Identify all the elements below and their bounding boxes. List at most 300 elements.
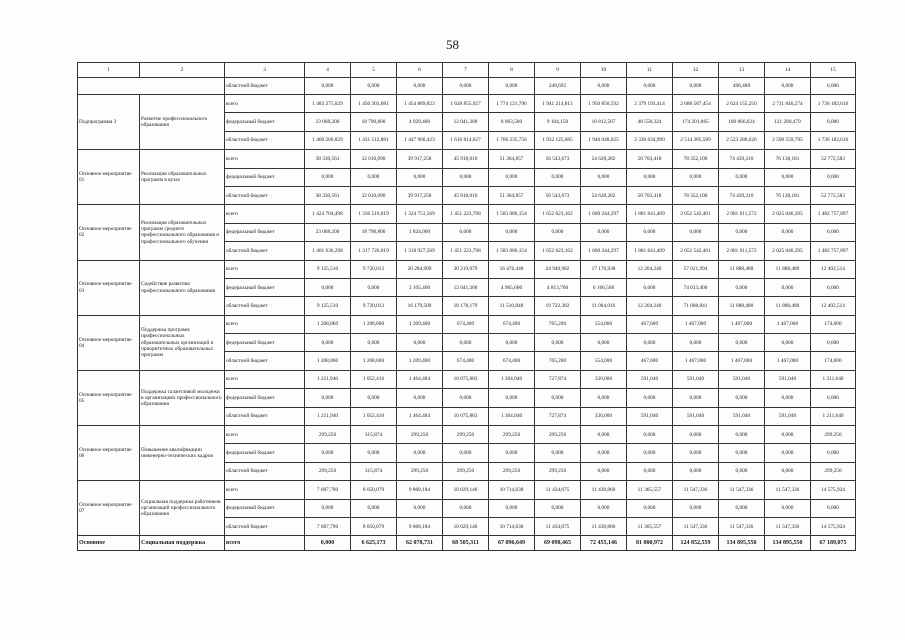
value-cell: 299,250 <box>489 426 535 444</box>
value-cell: 69 098,465 <box>535 536 581 551</box>
value-cell: 12 264,240 <box>627 297 673 315</box>
value-cell: 0,000 <box>811 168 856 186</box>
value-cell: 299,250 <box>305 426 351 444</box>
budget-source-cell: всего <box>225 205 305 223</box>
program-cell: Основное мероприятие 04 <box>78 315 140 370</box>
value-cell: 74 013,400 <box>673 278 719 296</box>
value-cell: 54 628,282 <box>581 186 627 204</box>
column-number-header: 4 <box>305 63 351 78</box>
value-cell: 81 000,972 <box>627 536 673 551</box>
value-cell: 14 575,924 <box>811 481 856 499</box>
value-cell: 2 514 385,589 <box>673 131 719 149</box>
value-cell: 12 041,300 <box>443 278 489 296</box>
value-cell: 9 104,150 <box>535 113 581 131</box>
budget-source-cell: федеральный бюджет <box>225 444 305 462</box>
value-cell: 299,250 <box>489 462 535 480</box>
value-cell: 1 652 623,162 <box>535 205 581 223</box>
value-cell: 1 454 889,823 <box>397 95 443 113</box>
column-number-header: 13 <box>719 63 765 78</box>
value-cell: 11 888,480 <box>719 260 765 278</box>
value-cell: 1 451 223,798 <box>443 205 489 223</box>
value-cell: 1 736 182,616 <box>811 95 856 113</box>
value-cell: 0,000 <box>397 334 443 352</box>
program-name-cell: Поддержка программ профессиональных образовательных организаций и приоритетных образовательных программ <box>140 315 225 370</box>
value-cell: 0,000 <box>627 462 673 480</box>
value-cell: 0,000 <box>489 334 535 352</box>
value-cell: 330,000 <box>581 407 627 425</box>
value-cell: 727,874 <box>535 407 581 425</box>
value-cell: 2 052 542,401 <box>673 205 719 223</box>
value-cell: 591,040 <box>765 370 811 388</box>
value-cell: 2 523 288,626 <box>719 131 765 149</box>
program-cell: Основное мероприятие 01 <box>78 150 140 205</box>
program-cell: Основное мероприятие 05 <box>78 370 140 425</box>
value-cell: 23 068,200 <box>305 223 351 241</box>
column-number-header: 1 <box>78 63 140 78</box>
value-cell: 0,000 <box>811 444 856 462</box>
value-cell: 1 583 086,154 <box>489 205 535 223</box>
value-cell: 0,000 <box>305 444 351 462</box>
column-number-header: 12 <box>673 63 719 78</box>
value-cell: 18 790,800 <box>351 113 397 131</box>
value-cell: 0,000 <box>397 168 443 186</box>
program-name-cell: Социальная поддержка работников организаций профессионального образования <box>140 481 225 536</box>
value-cell: 1 881 641,409 <box>627 205 673 223</box>
value-cell: 1 460 206,829 <box>305 131 351 149</box>
value-cell: 1 052,416 <box>351 370 397 388</box>
value-cell: 727,874 <box>535 370 581 388</box>
budget-source-cell: всего <box>225 370 305 388</box>
value-cell: 0,000 <box>627 444 673 462</box>
value-cell: 330,000 <box>581 370 627 388</box>
table-row <box>78 205 856 223</box>
value-cell: 0,000 <box>719 462 765 480</box>
value-cell: 1 464,484 <box>397 370 443 388</box>
value-cell: 1 209,400 <box>397 352 443 370</box>
value-cell: 11 365,557 <box>627 517 673 535</box>
value-cell: 0,000 <box>581 499 627 517</box>
value-cell: 0,000 <box>673 78 719 95</box>
table-row <box>78 536 856 551</box>
value-cell: 0,000 <box>673 426 719 444</box>
value-cell: 18 790,800 <box>351 223 397 241</box>
value-cell: 30 219,079 <box>443 260 489 278</box>
budget-source-cell: федеральный бюджет <box>225 113 305 131</box>
value-cell: 674,400 <box>489 352 535 370</box>
program-cell: Основное мероприятие 03 <box>78 260 140 315</box>
value-cell: 51 364,857 <box>489 150 535 168</box>
value-cell: 12 402,514 <box>811 260 856 278</box>
program-name-cell: Реализация образовательных программ среднего профессионального образования и профессионального обучения <box>140 205 225 260</box>
value-cell: 0,000 <box>351 444 397 462</box>
value-cell: 1 941 214,815 <box>535 95 581 113</box>
value-cell: 3 105,400 <box>397 278 443 296</box>
program-cell: Основное мероприятие 07 <box>78 481 140 536</box>
value-cell: 0,000 <box>443 444 489 462</box>
value-cell: 71 008,841 <box>673 297 719 315</box>
value-cell: 2 052 542,401 <box>673 242 719 260</box>
value-cell: 1 467,000 <box>673 352 719 370</box>
value-cell: 1 208,860 <box>305 315 351 333</box>
value-cell: 19 722,382 <box>535 297 581 315</box>
value-cell: 4 965,600 <box>489 278 535 296</box>
value-cell: 2 379 193,414 <box>627 95 673 113</box>
value-cell: 0,000 <box>627 278 673 296</box>
value-cell: 9 868,184 <box>397 481 443 499</box>
value-cell: 134 895,550 <box>765 536 811 551</box>
value-cell: 0,000 <box>765 223 811 241</box>
value-cell: 0,000 <box>305 389 351 407</box>
value-cell: 0,000 <box>811 113 856 131</box>
value-cell: 0,000 <box>397 499 443 517</box>
value-cell: 554,000 <box>581 315 627 333</box>
column-number-header: 2 <box>140 63 225 78</box>
value-cell: 591,040 <box>627 370 673 388</box>
value-cell: 8 063,500 <box>489 113 535 131</box>
value-cell: 2 081 011,572 <box>719 205 765 223</box>
value-cell: 23 068,200 <box>305 113 351 131</box>
value-cell: 299,250 <box>535 462 581 480</box>
value-cell: 8 050,079 <box>351 517 397 535</box>
value-cell: 0,000 <box>719 426 765 444</box>
value-cell: 0,000 <box>443 78 489 95</box>
value-cell: 9 125,510 <box>305 297 351 315</box>
value-cell: 0,000 <box>351 389 397 407</box>
value-cell: 0,000 <box>305 278 351 296</box>
value-cell: 0,000 <box>397 444 443 462</box>
value-cell: 1 317 726,019 <box>351 242 397 260</box>
value-cell: 467,600 <box>627 315 673 333</box>
value-cell: 1 324 751,569 <box>397 205 443 223</box>
value-cell: 6 625,173 <box>351 536 397 551</box>
value-cell: 0,000 <box>443 168 489 186</box>
value-cell: 765,200 <box>535 352 581 370</box>
value-cell: 0,000 <box>673 168 719 186</box>
value-cell: 0,000 <box>351 78 397 95</box>
budget-source-cell: федеральный бюджет <box>225 389 305 407</box>
column-number-header: 9 <box>535 63 581 78</box>
value-cell: 0,000 <box>811 389 856 407</box>
value-cell: 0,000 <box>489 223 535 241</box>
value-cell: 32 010,090 <box>351 186 397 204</box>
value-cell: 1 482 757,897 <box>811 205 856 223</box>
program-name-cell: Содействие развитию профессионального образования <box>140 260 225 315</box>
program-name-cell: Повышение квалификации инженерно-технических кадров <box>140 426 225 481</box>
value-cell: 0,000 <box>673 444 719 462</box>
value-cell: 4 929,400 <box>397 113 443 131</box>
value-cell: 0,000 <box>581 444 627 462</box>
value-cell: 7 687,790 <box>305 517 351 535</box>
value-cell: 0,000 <box>627 168 673 186</box>
value-cell: 1 424 704,498 <box>305 205 351 223</box>
value-cell: 1 304,040 <box>489 370 535 388</box>
value-cell: 0,000 <box>581 389 627 407</box>
value-cell: 1 628 855,927 <box>443 95 489 113</box>
value-cell: 56 543,673 <box>535 186 581 204</box>
value-cell: 0,000 <box>673 499 719 517</box>
value-cell: 2 081 011,572 <box>719 242 765 260</box>
value-cell: 48 558,324 <box>627 113 673 131</box>
value-cell: 9 720,013 <box>351 260 397 278</box>
value-cell: 1 318 927,569 <box>397 242 443 260</box>
program-name-cell: Социальная поддержка <box>140 536 225 551</box>
value-cell: 1 616 814,627 <box>443 131 489 149</box>
budget-source-cell: федеральный бюджет <box>225 499 305 517</box>
column-number-header: 11 <box>627 63 673 78</box>
value-cell: 0,000 <box>719 223 765 241</box>
value-cell: 10 812,567 <box>581 113 627 131</box>
value-cell: 2 711 840,274 <box>765 95 811 113</box>
value-cell: 11 547,336 <box>765 517 811 535</box>
value-cell: 50 703,418 <box>627 150 673 168</box>
value-cell: 11 888,480 <box>765 260 811 278</box>
column-number-header: 8 <box>489 63 535 78</box>
value-cell: 299,250 <box>443 462 489 480</box>
value-cell: 299,250 <box>305 462 351 480</box>
value-cell: 0,000 <box>627 78 673 95</box>
value-cell: 11 438,860 <box>581 481 627 499</box>
value-cell: 1 431 512,881 <box>351 131 397 149</box>
value-cell: 248,692 <box>535 78 581 95</box>
value-cell: 18 178,179 <box>443 297 489 315</box>
budget-source-cell: областной бюджет <box>225 186 305 204</box>
value-cell: 62 078,731 <box>397 536 443 551</box>
value-cell: 0,000 <box>305 536 351 551</box>
value-cell: 0,000 <box>489 78 535 95</box>
value-cell: 12 402,514 <box>811 297 856 315</box>
value-cell: 11 547,336 <box>719 517 765 535</box>
budget-source-cell: федеральный бюджет <box>225 334 305 352</box>
value-cell: 0,000 <box>535 334 581 352</box>
value-cell: 174 201,865 <box>673 113 719 131</box>
value-cell: 100 866,624 <box>719 113 765 131</box>
value-cell: 0,000 <box>351 499 397 517</box>
value-cell: 765,200 <box>535 315 581 333</box>
value-cell: 45 918,010 <box>443 150 489 168</box>
column-number-header: 10 <box>581 63 627 78</box>
value-cell: 1 450 303,681 <box>351 95 397 113</box>
budget-source-cell: областной бюджет <box>225 407 305 425</box>
value-cell: 0,000 <box>765 389 811 407</box>
value-cell: 74 439,310 <box>719 150 765 168</box>
value-cell: 1 447 960,423 <box>397 131 443 149</box>
table-row <box>78 370 856 388</box>
value-cell: 17 170,938 <box>581 260 627 278</box>
value-cell: 16 179,509 <box>397 297 443 315</box>
value-cell: 0,000 <box>443 389 489 407</box>
value-cell: 1 766 235,756 <box>489 131 535 149</box>
column-number-header: 14 <box>765 63 811 78</box>
value-cell: 0,000 <box>765 334 811 352</box>
value-cell: 2 025 046,395 <box>765 242 811 260</box>
value-cell: 299,250 <box>535 426 581 444</box>
value-cell: 38 330,561 <box>305 150 351 168</box>
value-cell: 1 467,000 <box>765 315 811 333</box>
value-cell: 0,000 <box>765 168 811 186</box>
value-cell: 0,000 <box>627 389 673 407</box>
table-row <box>78 150 856 168</box>
budget-source-cell: областной бюджет <box>225 78 305 95</box>
value-cell: 0,000 <box>627 426 673 444</box>
value-cell: 1 483 275,029 <box>305 95 351 113</box>
value-cell: 1 660 244,297 <box>581 205 627 223</box>
value-cell: 174,000 <box>811 352 856 370</box>
value-cell: 0,000 <box>673 462 719 480</box>
table-row <box>78 260 856 278</box>
value-cell: 0,000 <box>351 168 397 186</box>
value-cell: 0,000 <box>673 389 719 407</box>
value-cell: 1 208,860 <box>305 352 351 370</box>
value-cell: 1 932 125,685 <box>535 131 581 149</box>
value-cell: 50 703,418 <box>627 186 673 204</box>
budget-table-body <box>78 63 856 551</box>
value-cell: 2 688 587,454 <box>673 95 719 113</box>
budget-source-cell: областной бюджет <box>225 462 305 480</box>
value-cell: 1 652 623,162 <box>535 242 581 260</box>
value-cell: 1 881 641,409 <box>627 242 673 260</box>
budget-source-cell: всего <box>225 315 305 333</box>
value-cell: 0,000 <box>535 444 581 462</box>
value-cell: 0,000 <box>581 426 627 444</box>
value-cell: 11 510,848 <box>489 297 535 315</box>
value-cell: 1 211,640 <box>811 407 856 425</box>
budget-source-cell: областной бюджет <box>225 297 305 315</box>
value-cell: 0,000 <box>443 499 489 517</box>
value-cell: 299,250 <box>811 462 856 480</box>
value-cell: 0,000 <box>397 389 443 407</box>
value-cell: 54 628,282 <box>581 150 627 168</box>
budget-table-container <box>77 62 855 551</box>
value-cell: 1 336 516,819 <box>351 205 397 223</box>
value-cell: 10 029,146 <box>443 481 489 499</box>
value-cell: 10 714,638 <box>489 517 535 535</box>
budget-source-cell: областной бюджет <box>225 352 305 370</box>
table-header-row <box>78 63 856 78</box>
value-cell: 0,000 <box>627 223 673 241</box>
value-cell: 1 208,600 <box>351 315 397 333</box>
value-cell: 10 075,883 <box>443 370 489 388</box>
value-cell: 76 138,181 <box>765 186 811 204</box>
value-cell: 174,000 <box>811 315 856 333</box>
value-cell: 591,040 <box>719 407 765 425</box>
value-cell: 124 852,559 <box>673 536 719 551</box>
table-row <box>78 315 856 333</box>
value-cell: 2 590 559,795 <box>765 131 811 149</box>
value-cell: 315,874 <box>351 462 397 480</box>
value-cell: 12 041,300 <box>443 113 489 131</box>
value-cell: 0,000 <box>305 168 351 186</box>
value-cell: 0,000 <box>581 334 627 352</box>
value-cell: 0,000 <box>351 278 397 296</box>
value-cell: 11 434,675 <box>535 481 581 499</box>
value-cell: 299,250 <box>443 426 489 444</box>
value-cell: 0,000 <box>811 223 856 241</box>
value-cell: 0,000 <box>765 462 811 480</box>
value-cell: 134 895,550 <box>719 536 765 551</box>
value-cell: 1 211,640 <box>811 370 856 388</box>
value-cell: 20 284,909 <box>397 260 443 278</box>
value-cell: 0,000 <box>305 78 351 95</box>
value-cell: 10 029,146 <box>443 517 489 535</box>
budget-source-cell: всего <box>225 150 305 168</box>
value-cell: 0,000 <box>351 334 397 352</box>
value-cell: 0,000 <box>305 334 351 352</box>
value-cell: 68 505,311 <box>443 536 489 551</box>
value-cell: 1 304,040 <box>489 407 535 425</box>
value-cell: 0,000 <box>673 334 719 352</box>
value-cell: 0,000 <box>397 78 443 95</box>
value-cell: 0,000 <box>719 168 765 186</box>
value-cell: 74 439,310 <box>719 186 765 204</box>
value-cell: 11 547,336 <box>765 481 811 499</box>
value-cell: 6 166,568 <box>581 278 627 296</box>
value-cell: 0,000 <box>719 389 765 407</box>
value-cell: 11 434,675 <box>535 517 581 535</box>
value-cell: 1 774 121,796 <box>489 95 535 113</box>
column-number-header: 15 <box>811 63 856 78</box>
table-row <box>78 78 856 95</box>
value-cell: 51 364,857 <box>489 186 535 204</box>
value-cell: 299,250 <box>811 426 856 444</box>
value-cell: 591,040 <box>719 370 765 388</box>
program-cell: Основное мероприятие 02 <box>78 205 140 260</box>
column-number-header: 5 <box>351 63 397 78</box>
value-cell: 0,000 <box>581 168 627 186</box>
column-number-header: 3 <box>225 63 305 78</box>
budget-source-cell: всего <box>225 260 305 278</box>
value-cell: 1 464,484 <box>397 407 443 425</box>
value-cell: 591,040 <box>673 370 719 388</box>
value-cell: 0,000 <box>765 278 811 296</box>
value-cell: 0,000 <box>673 223 719 241</box>
value-cell: 2 330 634,990 <box>627 131 673 149</box>
program-cell: Подпрограмма 3 <box>78 95 140 150</box>
budget-source-cell: всего <box>225 536 305 551</box>
value-cell: 0,000 <box>719 499 765 517</box>
value-cell: 0,000 <box>627 499 673 517</box>
value-cell: 32 010,090 <box>351 150 397 168</box>
value-cell: 1 482 757,897 <box>811 242 856 260</box>
budget-source-cell: федеральный бюджет <box>225 168 305 186</box>
value-cell: 0,000 <box>765 426 811 444</box>
value-cell: 1 467,000 <box>765 352 811 370</box>
value-cell: 11 438,860 <box>581 517 627 535</box>
budget-source-cell: федеральный бюджет <box>225 278 305 296</box>
value-cell: 14 575,924 <box>811 517 856 535</box>
column-number-header: 7 <box>443 63 489 78</box>
value-cell: 39 917,258 <box>397 150 443 168</box>
value-cell: 11 547,336 <box>673 517 719 535</box>
value-cell: 1 660 244,297 <box>581 242 627 260</box>
value-cell: 67 189,075 <box>811 536 856 551</box>
budget-source-cell: всего <box>225 426 305 444</box>
value-cell: 0,000 <box>443 334 489 352</box>
value-cell: 52 772,583 <box>811 186 856 204</box>
value-cell: 11 365,557 <box>627 481 673 499</box>
value-cell: 11 547,336 <box>673 481 719 499</box>
value-cell: 0,000 <box>305 499 351 517</box>
value-cell: 0,000 <box>811 499 856 517</box>
value-cell: 1 950 850,592 <box>581 95 627 113</box>
program-name-cell: Развитие профессионального образования <box>140 95 225 150</box>
value-cell: 1 208,600 <box>351 352 397 370</box>
value-cell: 1 211,940 <box>305 407 351 425</box>
value-cell: 0,000 <box>489 389 535 407</box>
value-cell: 496,488 <box>719 78 765 95</box>
value-cell: 299,250 <box>397 426 443 444</box>
value-cell: 57 021,994 <box>673 260 719 278</box>
value-cell: 0,000 <box>581 78 627 95</box>
